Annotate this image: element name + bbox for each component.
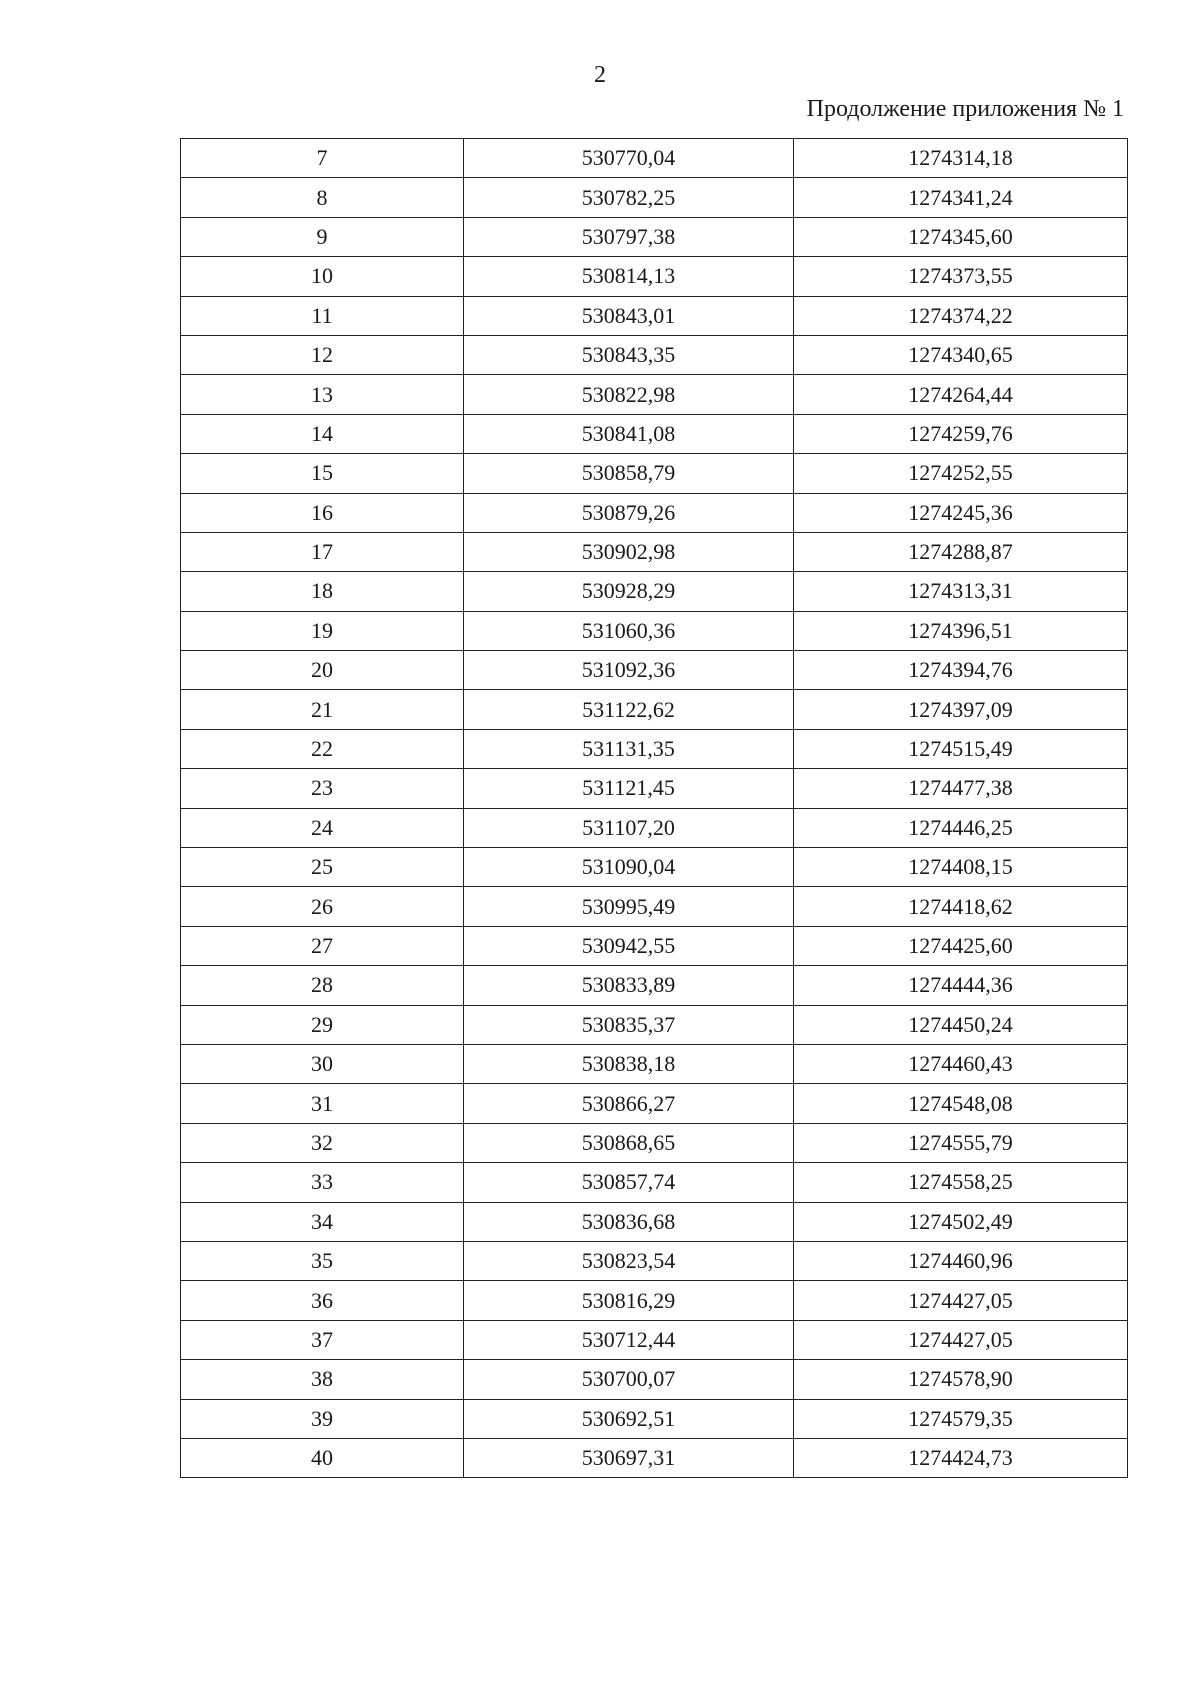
point-number-cell: 22 [181,729,464,768]
point-number-cell: 15 [181,454,464,493]
y-coordinate-cell: 1274345,60 [794,217,1128,256]
point-number-cell: 24 [181,808,464,847]
table-row [181,178,1128,217]
point-number-cell: 17 [181,532,464,571]
x-coordinate-cell: 531131,35 [464,729,794,768]
point-number-cell: 10 [181,257,464,296]
x-coordinate-cell: 530770,04 [464,139,794,178]
y-coordinate-cell: 1274340,65 [794,335,1128,374]
y-coordinate-cell: 1274579,35 [794,1399,1128,1438]
point-number-cell: 18 [181,572,464,611]
point-number-cell: 27 [181,926,464,965]
y-coordinate-cell: 1274418,62 [794,887,1128,926]
table-row [181,966,1128,1005]
table-row [181,454,1128,493]
coordinates-table [180,138,1128,1478]
table-row [181,1360,1128,1399]
y-coordinate-cell: 1274515,49 [794,729,1128,768]
table-row [181,493,1128,532]
x-coordinate-cell: 530833,89 [464,966,794,1005]
y-coordinate-cell: 1274425,60 [794,926,1128,965]
x-coordinate-cell: 531122,62 [464,690,794,729]
y-coordinate-cell: 1274578,90 [794,1360,1128,1399]
point-number-cell: 32 [181,1123,464,1162]
y-coordinate-cell: 1274408,15 [794,848,1128,887]
y-coordinate-cell: 1274502,49 [794,1202,1128,1241]
y-coordinate-cell: 1274548,08 [794,1084,1128,1123]
y-coordinate-cell: 1274264,44 [794,375,1128,414]
x-coordinate-cell: 530836,68 [464,1202,794,1241]
point-number-cell: 25 [181,848,464,887]
x-coordinate-cell: 530697,31 [464,1438,794,1477]
x-coordinate-cell: 530857,74 [464,1163,794,1202]
x-coordinate-cell: 530841,08 [464,414,794,453]
point-number-cell: 38 [181,1360,464,1399]
y-coordinate-cell: 1274427,05 [794,1320,1128,1359]
x-coordinate-cell: 530835,37 [464,1005,794,1044]
table-row [181,139,1128,178]
table-row [181,375,1128,414]
point-number-cell: 34 [181,1202,464,1241]
table-row [181,1281,1128,1320]
table-row [181,1084,1128,1123]
table-row [181,926,1128,965]
x-coordinate-cell: 530823,54 [464,1241,794,1280]
table-row [181,1123,1128,1162]
y-coordinate-cell: 1274450,24 [794,1005,1128,1044]
table-row [181,296,1128,335]
x-coordinate-cell: 530866,27 [464,1084,794,1123]
table-row [181,848,1128,887]
point-number-cell: 39 [181,1399,464,1438]
table-row [181,690,1128,729]
point-number-cell: 26 [181,887,464,926]
y-coordinate-cell: 1274446,25 [794,808,1128,847]
y-coordinate-cell: 1274245,36 [794,493,1128,532]
table-row [181,1320,1128,1359]
table-row [181,611,1128,650]
x-coordinate-cell: 531121,45 [464,769,794,808]
x-coordinate-cell: 530822,98 [464,375,794,414]
table-row [181,335,1128,374]
point-number-cell: 40 [181,1438,464,1477]
y-coordinate-cell: 1274252,55 [794,454,1128,493]
x-coordinate-cell: 530879,26 [464,493,794,532]
table-row [181,414,1128,453]
y-coordinate-cell: 1274397,09 [794,690,1128,729]
point-number-cell: 33 [181,1163,464,1202]
point-number-cell: 12 [181,335,464,374]
y-coordinate-cell: 1274555,79 [794,1123,1128,1162]
x-coordinate-cell: 530928,29 [464,572,794,611]
point-number-cell: 8 [181,178,464,217]
x-coordinate-cell: 531107,20 [464,808,794,847]
coordinates-table-body [181,139,1128,1478]
x-coordinate-cell: 531090,04 [464,848,794,887]
x-coordinate-cell: 530712,44 [464,1320,794,1359]
table-row [181,651,1128,690]
point-number-cell: 36 [181,1281,464,1320]
table-row [181,729,1128,768]
x-coordinate-cell: 530838,18 [464,1044,794,1083]
point-number-cell: 11 [181,296,464,335]
y-coordinate-cell: 1274374,22 [794,296,1128,335]
table-row [181,1438,1128,1477]
y-coordinate-cell: 1274341,24 [794,178,1128,217]
point-number-cell: 21 [181,690,464,729]
x-coordinate-cell: 530782,25 [464,178,794,217]
y-coordinate-cell: 1274427,05 [794,1281,1128,1320]
point-number-cell: 13 [181,375,464,414]
x-coordinate-cell: 530797,38 [464,217,794,256]
appendix-continuation-title: Продолжение приложения № 1 [806,96,1124,122]
y-coordinate-cell: 1274444,36 [794,966,1128,1005]
point-number-cell: 31 [181,1084,464,1123]
x-coordinate-cell: 530814,13 [464,257,794,296]
point-number-cell: 28 [181,966,464,1005]
y-coordinate-cell: 1274373,55 [794,257,1128,296]
table-row [181,1241,1128,1280]
table-row [181,532,1128,571]
point-number-cell: 14 [181,414,464,453]
point-number-cell: 9 [181,217,464,256]
table-row [181,808,1128,847]
x-coordinate-cell: 530942,55 [464,926,794,965]
y-coordinate-cell: 1274313,31 [794,572,1128,611]
table-row [181,1044,1128,1083]
x-coordinate-cell: 530692,51 [464,1399,794,1438]
y-coordinate-cell: 1274396,51 [794,611,1128,650]
y-coordinate-cell: 1274394,76 [794,651,1128,690]
y-coordinate-cell: 1274424,73 [794,1438,1128,1477]
x-coordinate-cell: 531092,36 [464,651,794,690]
y-coordinate-cell: 1274288,87 [794,532,1128,571]
table-row [181,887,1128,926]
y-coordinate-cell: 1274460,96 [794,1241,1128,1280]
y-coordinate-cell: 1274314,18 [794,139,1128,178]
x-coordinate-cell: 530843,01 [464,296,794,335]
x-coordinate-cell: 530816,29 [464,1281,794,1320]
point-number-cell: 37 [181,1320,464,1359]
y-coordinate-cell: 1274460,43 [794,1044,1128,1083]
point-number-cell: 29 [181,1005,464,1044]
table-row [181,769,1128,808]
page-number: 2 [594,62,606,88]
point-number-cell: 7 [181,139,464,178]
x-coordinate-cell: 530858,79 [464,454,794,493]
x-coordinate-cell: 530700,07 [464,1360,794,1399]
table-row [181,1163,1128,1202]
x-coordinate-cell: 530843,35 [464,335,794,374]
point-number-cell: 35 [181,1241,464,1280]
table-row [181,217,1128,256]
x-coordinate-cell: 531060,36 [464,611,794,650]
table-row [181,1202,1128,1241]
y-coordinate-cell: 1274477,38 [794,769,1128,808]
y-coordinate-cell: 1274558,25 [794,1163,1128,1202]
point-number-cell: 30 [181,1044,464,1083]
y-coordinate-cell: 1274259,76 [794,414,1128,453]
point-number-cell: 19 [181,611,464,650]
table-row [181,257,1128,296]
x-coordinate-cell: 530995,49 [464,887,794,926]
x-coordinate-cell: 530902,98 [464,532,794,571]
point-number-cell: 20 [181,651,464,690]
table-row [181,1005,1128,1044]
point-number-cell: 23 [181,769,464,808]
table-row [181,1399,1128,1438]
x-coordinate-cell: 530868,65 [464,1123,794,1162]
table-row [181,572,1128,611]
point-number-cell: 16 [181,493,464,532]
